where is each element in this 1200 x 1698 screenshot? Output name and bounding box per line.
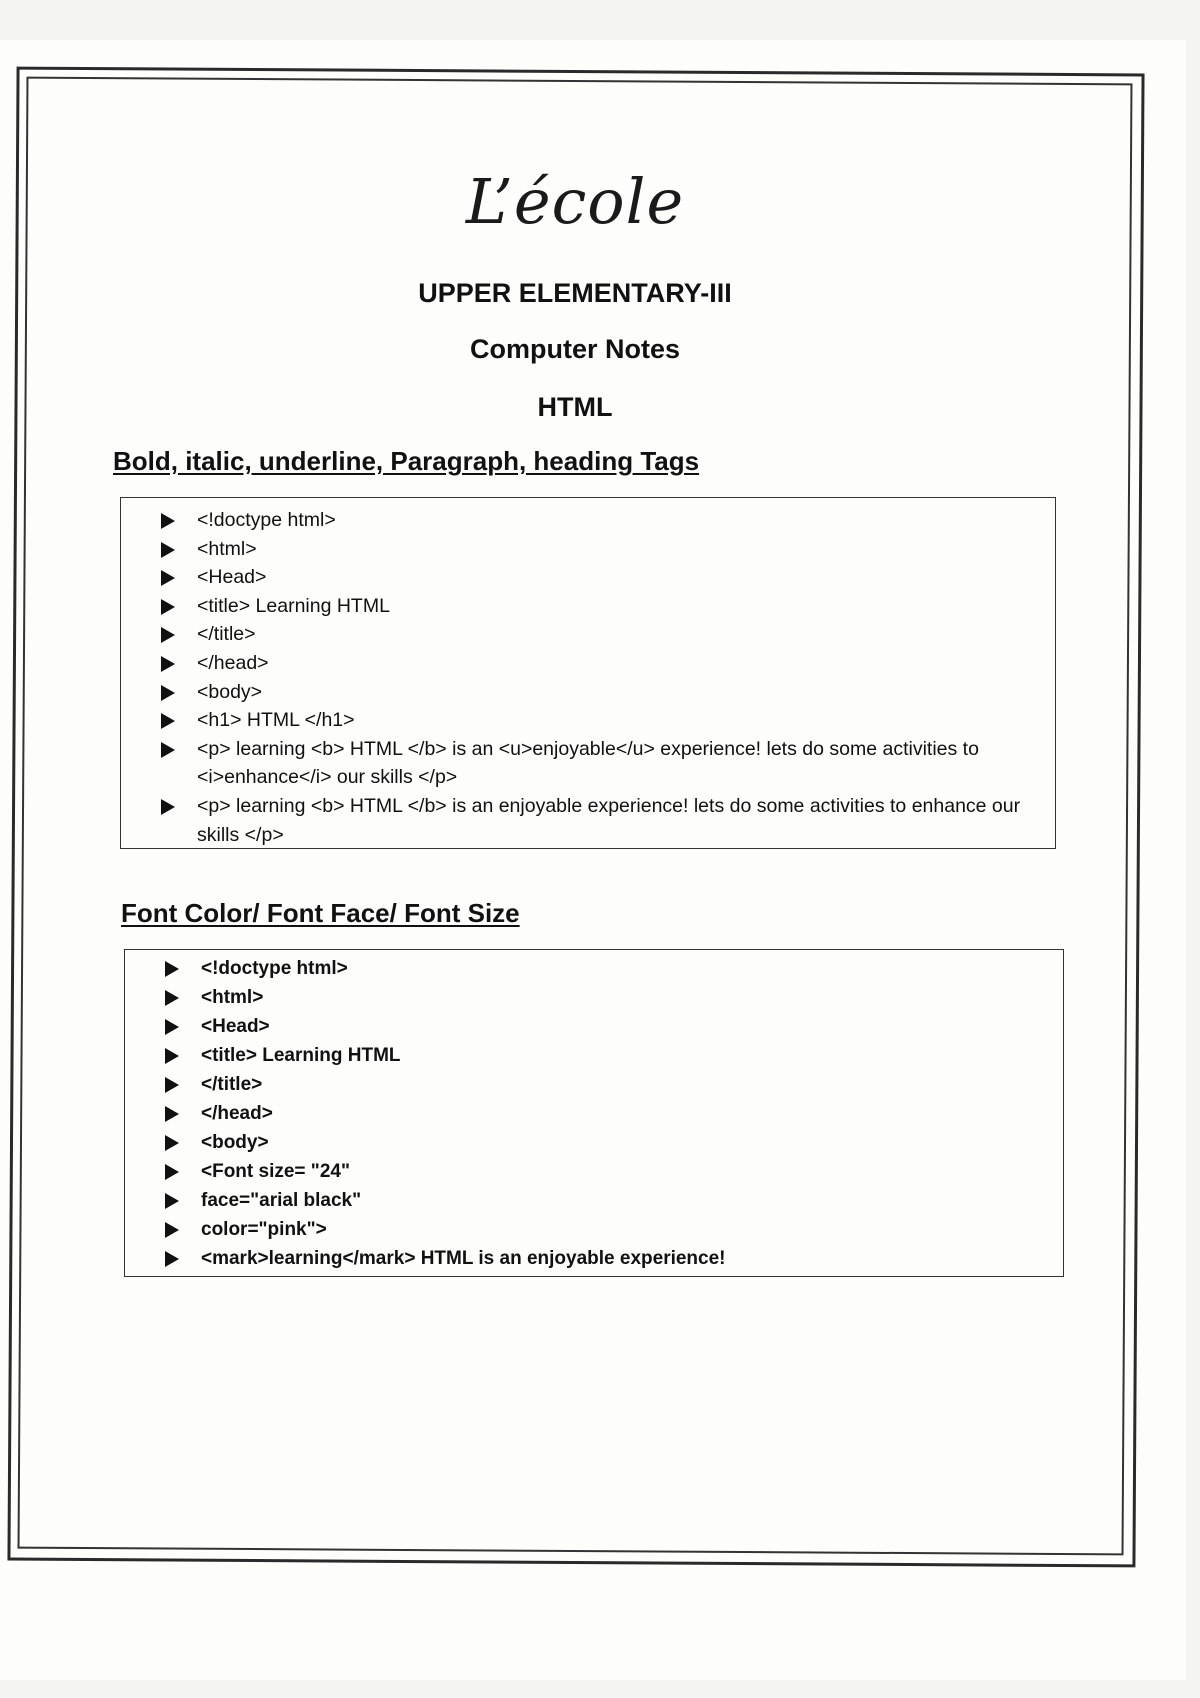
section-title-formatting-tags: Bold, italic, underline, Paragraph, heading Tags xyxy=(113,446,700,476)
code-line-text: <h1> HTML </h1> xyxy=(197,709,355,732)
code-line xyxy=(121,706,1055,735)
code-line-text: <p> learning <b> HTML </b> is an <u>enjoyable</u> experience! lets do some activities to <i>enhance</i> our skills </p> xyxy=(197,737,979,789)
code-line xyxy=(121,563,1055,592)
code-line xyxy=(121,592,1055,621)
code-line xyxy=(121,735,1055,792)
code-line xyxy=(125,1128,1063,1157)
arrow-bullet-icon xyxy=(161,627,175,643)
code-list-font-tags xyxy=(125,950,1063,1273)
code-line xyxy=(125,1012,1063,1041)
arrow-bullet-icon xyxy=(161,570,175,586)
school-name: L’école xyxy=(465,165,685,238)
arrow-bullet-icon xyxy=(161,542,175,558)
code-line xyxy=(121,620,1055,649)
code-line-text: <body> xyxy=(197,680,263,703)
grade-heading: UPPER ELEMENTARY-III xyxy=(418,278,732,308)
code-line-text: <html> xyxy=(201,987,264,1008)
code-line-text: color="pink"> xyxy=(201,1219,327,1240)
code-line-text: <p> learning <b> HTML </b> is an enjoyable experience! lets do some activities to enhance our skills </p> xyxy=(197,794,1021,846)
code-line xyxy=(125,1186,1063,1215)
arrow-bullet-icon xyxy=(161,742,175,758)
arrow-bullet-icon xyxy=(165,1193,179,1209)
arrow-bullet-icon xyxy=(165,961,179,977)
code-line xyxy=(125,1070,1063,1099)
code-line-text: <body> xyxy=(201,1132,269,1153)
arrow-bullet-icon xyxy=(161,799,175,815)
code-line-text: <html> xyxy=(197,537,257,560)
code-line-text: <!doctype html> xyxy=(197,509,336,531)
code-box-formatting-tags xyxy=(120,497,1056,849)
code-line xyxy=(125,1244,1063,1273)
arrow-bullet-icon xyxy=(161,713,175,729)
subject-heading: Computer Notes xyxy=(469,334,680,364)
code-line xyxy=(125,1099,1063,1128)
arrow-bullet-icon xyxy=(165,1164,179,1180)
arrow-bullet-icon xyxy=(165,990,179,1006)
code-line xyxy=(125,1215,1063,1244)
code-line-text: <title> Learning HTML xyxy=(197,594,390,617)
code-line-text: <!doctype html> xyxy=(201,958,348,979)
arrow-bullet-icon xyxy=(161,599,175,615)
arrow-bullet-icon xyxy=(165,1048,179,1064)
arrow-bullet-icon xyxy=(165,1077,179,1093)
code-line-text: </head> xyxy=(197,651,269,674)
code-line-text: <Head> xyxy=(197,566,267,589)
code-line xyxy=(121,506,1055,535)
code-box-font-tags xyxy=(124,949,1064,1277)
code-line-text: <mark>learning</mark> HTML is an enjoyable experience! xyxy=(201,1248,726,1269)
code-line-text: </head> xyxy=(201,1103,273,1124)
code-line xyxy=(121,535,1055,564)
section-title-font-tags: Font Color/ Font Face/ Font Size xyxy=(121,898,520,928)
code-line xyxy=(121,678,1055,707)
code-line xyxy=(125,1157,1063,1186)
arrow-bullet-icon xyxy=(161,656,175,672)
arrow-bullet-icon xyxy=(161,685,175,701)
code-line-text: <Head> xyxy=(201,1016,270,1037)
code-line-text: <Font size= "24" xyxy=(201,1161,350,1182)
code-line xyxy=(121,792,1055,849)
arrow-bullet-icon xyxy=(165,1135,179,1151)
arrow-bullet-icon xyxy=(165,1106,179,1122)
arrow-bullet-icon xyxy=(161,513,175,529)
code-line-text: face="arial black" xyxy=(201,1190,362,1211)
code-line xyxy=(125,983,1063,1012)
code-line-text: </title> xyxy=(197,623,256,646)
code-line xyxy=(125,1041,1063,1070)
code-line xyxy=(121,649,1055,678)
code-line-text: <title> Learning HTML xyxy=(201,1045,401,1066)
arrow-bullet-icon xyxy=(165,1019,179,1035)
arrow-bullet-icon xyxy=(165,1251,179,1267)
topic-heading: HTML xyxy=(537,392,613,422)
code-list-formatting-tags xyxy=(121,498,1055,849)
code-line xyxy=(125,954,1063,983)
code-line-text: </title> xyxy=(201,1074,263,1095)
arrow-bullet-icon xyxy=(165,1222,179,1238)
